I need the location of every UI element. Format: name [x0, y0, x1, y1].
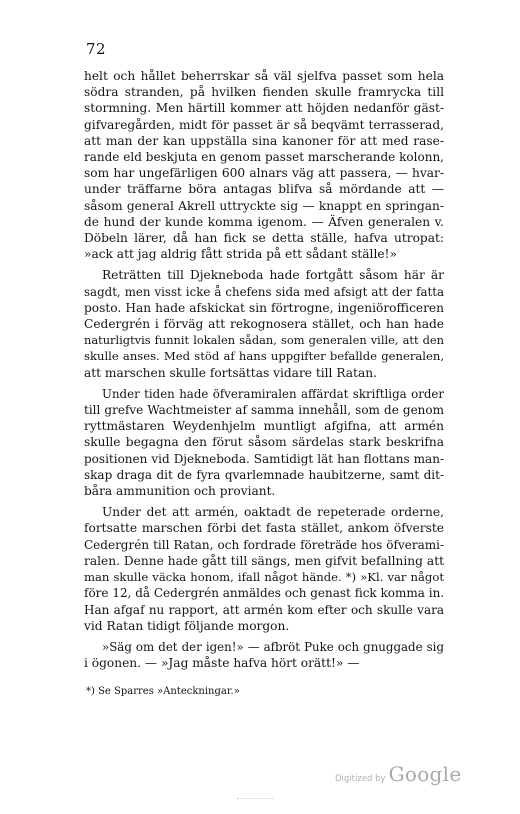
text-line: stormning. Men härtill kommer att höjden nedanför gäst- [84, 101, 444, 116]
text-line: före 12, då Cedergrén anmäldes och genast fick komma in. [84, 586, 445, 601]
text-line: Cedergrén i förväg att rekognosera stället, och han hade [84, 317, 444, 332]
text-line: skulle anses. Med stöd af hans uppgifter befallde generalen, [84, 349, 444, 364]
text-line: gifvaregården, midt för passet är så beqvämt terrasserad, [84, 117, 444, 132]
paragraph [84, 504, 444, 634]
text-line: vid Ratan tidigt följande morgon. [84, 618, 290, 633]
digitization-watermark [335, 762, 461, 786]
text-line: som har ungefärligen 600 alnars väg att passera, — hvar- [84, 166, 444, 181]
paragraph [84, 267, 444, 380]
text-line: att man der kan uppställa sina kanoner för att med rase- [84, 133, 444, 148]
text-line: skulle begagna den förut såsom särdelas stark beskrifna [84, 435, 444, 450]
text-line: »Säg om det der igen!» — afbröt Puke och gnuggade sig [102, 639, 444, 654]
google-logo: Google [388, 762, 462, 786]
text-line: ralen. Denne hade gått till sängs, men gifvit befallning att [84, 553, 444, 568]
text-line: »ack att jag aldrig fått strida på ett sådant ställe!» [84, 247, 397, 262]
text-line: de hund der kunde komma igenom. — Äfven generalen v. [84, 214, 444, 229]
text-line: helt och hållet beherrskar så väl sjelfva passet som hela [84, 69, 444, 83]
text-line: Under tiden hade öfveramiralen affärdat skriftliga order [102, 386, 444, 401]
scan-mark [237, 798, 273, 799]
text-line: Han afgaf nu rapport, att armén kom efter och skulle vara [84, 602, 444, 617]
text-line: man skulle väcka honom, ifall något hände. *) »Kl. var något [84, 570, 444, 585]
footnote: *) Se Sparres »Anteckningar.» [86, 686, 240, 697]
watermark-caption: Digitized by [335, 774, 386, 784]
text-line: positionen vid Djekneboda. Samtidigt lät han flottans man- [84, 451, 444, 466]
text-line: södra stranden, på hvilken fienden skulle framrycka till [84, 85, 444, 100]
main-text [84, 68, 444, 671]
text-line: Cedergrén till Ratan, och fordrade företräde hos öfverami- [84, 537, 444, 552]
text-line: till grefve Wachtmeister af samma innehåll, som de genom [84, 403, 444, 418]
paragraph [84, 639, 444, 671]
text-line: båra ammunition och proviant. [84, 484, 276, 499]
text-line: under träffarne böra antagas blifva så mördande att — [84, 182, 444, 197]
text-line: fortsatte marschen förbi det fasta stället, ankom öfverste [84, 521, 444, 536]
text-line: skap draga dit de fyra qvarlemnade haubitzerne, samt dit- [84, 467, 444, 482]
page-number: 72 [86, 40, 107, 58]
text-line: i ögonen. — »Jag måste hafva hört orätt!» — [84, 656, 360, 671]
text-line: Under det att armén, oaktadt de repeterade orderne, [102, 505, 444, 520]
text-line: såsom general Akrell uttryckte sig — knappt en springan- [84, 198, 444, 213]
text-line: rande eld beskjuta en genom passet marscherande kolonn, [84, 150, 444, 165]
paragraph [84, 386, 444, 499]
text-line: naturligtvis funnit lokalen sådan, som generalen ville, att den [84, 333, 444, 348]
text-line: sagdt, men visst icke å chefens sida med afsigt att der fatta [84, 284, 444, 299]
text-line: ryttmästaren Weydenhjelm muntligt afgifna, att armén [84, 419, 444, 434]
text-line: Döbeln lärer, då han fick se detta ställe, hafva utropat: [84, 231, 444, 246]
text-line: att marschen skulle fortsättas vidare till Ratan. [84, 365, 377, 380]
text-line: posto. Han hade afskickat sin förtrogne, ingeniörofficeren [84, 300, 444, 315]
text-line: Reträtten till Djekneboda hade fortgått såsom här är [102, 268, 444, 283]
paragraph [84, 68, 444, 262]
